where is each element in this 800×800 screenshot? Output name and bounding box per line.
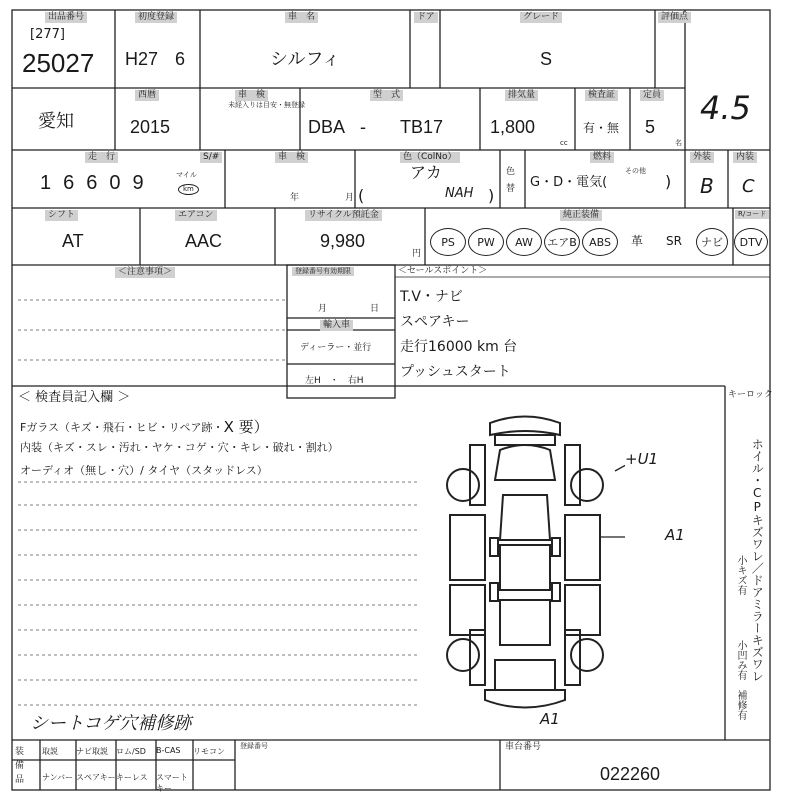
sales-point: スペアキー <box>400 314 470 330</box>
inspection-note-header: 検査証 <box>585 90 618 101</box>
color-header: 色（ColNo） <box>400 152 460 163</box>
model-code: TB17 <box>400 117 444 137</box>
option-ps: PS <box>430 228 466 256</box>
option-dtv: DTV <box>734 228 768 256</box>
dealer-option: ディーラー・並行 <box>300 343 372 353</box>
option-aw: AW <box>506 228 542 256</box>
recycle-header: リサイクル預託金 <box>305 210 382 221</box>
color-swap-label: 替 <box>506 184 516 194</box>
reg-no-header: 登録番号 <box>240 742 268 750</box>
exterior-grade: B <box>700 174 714 198</box>
year-header: 西暦 <box>135 90 159 101</box>
frame-number: 022260 <box>600 764 661 784</box>
notes-header: ＜注意事項＞ <box>115 267 175 278</box>
color-paren-close: ) <box>488 186 495 205</box>
lot-number: 25027 <box>22 48 95 78</box>
shift-header: シフト <box>45 210 78 221</box>
first-reg-header: 初度登録 <box>135 12 177 23</box>
km-label: km <box>178 184 199 195</box>
capacity-unit: 名 <box>675 139 682 147</box>
equipment-side-label <box>15 745 24 787</box>
inspector-header: ＜ 検査員記入欄 ＞ <box>18 390 131 405</box>
windshield-text: Fガラス（キズ・飛石・ヒビ・リペア跡・ <box>20 420 224 434</box>
equipment-side-char: 品 <box>15 775 25 785</box>
sales-points-header: ＜セールスポイント＞ <box>398 266 488 276</box>
handle-option: 左H ・ 右H <box>305 376 364 386</box>
first-reg-month: 6 <box>175 49 186 69</box>
mile-label: マイル <box>176 171 197 179</box>
equipment-item: B-CAS <box>156 746 181 755</box>
reg-expiry-month: 月 <box>318 304 328 314</box>
interior-header: 内装 <box>733 152 757 163</box>
fuel-text: G・D・電気( <box>530 175 608 190</box>
mileage-digit: 6 <box>86 172 98 194</box>
sales-point: T.V・ナビ <box>400 289 463 305</box>
displacement-header: 排気量 <box>505 90 538 101</box>
right-vertical-legend: ホイル・CPキズワレ／ドアミラーキズワレ <box>750 438 765 682</box>
damage-mark-u1: +U1 <box>625 450 659 468</box>
inspection-header: 車 検 <box>235 90 268 101</box>
equipment-row-2 <box>42 772 193 794</box>
color-code: NAH <box>445 186 474 201</box>
inspection-option: 有・無 <box>583 121 620 135</box>
recycle-value: 9,980 <box>320 231 366 251</box>
region: 愛知 <box>38 111 74 131</box>
equipment-item: スペアキー <box>76 773 116 782</box>
inspection-sub: 未経入りは目安・無登録 <box>228 101 305 109</box>
equipment-item: リモコン <box>193 747 225 756</box>
key-lock-header: キーロック <box>728 390 773 400</box>
color-name: アカ <box>410 163 442 182</box>
inspector-handwritten: シートコゲ穴補修跡 <box>30 713 192 734</box>
grade-header: グレード <box>520 12 562 23</box>
option-navi: ナビ <box>696 228 728 256</box>
inspector-line1 <box>20 416 269 437</box>
equipment-item: ロム/SD <box>116 747 146 756</box>
equipment-item: 取説 <box>42 747 58 756</box>
windshield-mark: X 要） <box>223 418 269 436</box>
change-header: 車 検 <box>275 152 308 163</box>
model-name: シルフィ <box>270 49 341 69</box>
mileage-digit: 1 <box>40 172 52 194</box>
option-abs: ABS <box>582 228 618 256</box>
color-paren-open: ( <box>358 186 365 205</box>
aircon-header: エアコン <box>175 210 217 221</box>
reg-expiry-header: 登録番号有効期限 <box>292 267 354 276</box>
right-small-2: 小凹み有 <box>735 640 746 680</box>
score-header: 評価点 <box>658 12 691 23</box>
sales-point: プッシュスタート <box>400 364 511 380</box>
change-year: 年 <box>290 193 300 203</box>
mileage-header: 走 行 <box>85 152 118 163</box>
mileage-digit: 9 <box>132 172 144 194</box>
options-header: 純正装備 <box>560 210 602 221</box>
doors-header: ドア <box>414 12 438 23</box>
frame-no-header: 車台番号 <box>505 742 542 752</box>
color-label: 色 <box>506 167 516 177</box>
displacement-value: 1,800 <box>490 117 536 137</box>
sales-points-list <box>400 285 517 385</box>
equipment-side-char: 装 <box>15 747 25 757</box>
option-pw: PW <box>468 228 504 256</box>
equipment-side-char: 備 <box>15 761 25 771</box>
model-code-prefix: DBA <box>308 117 346 137</box>
equipment-item: ナンバー <box>42 773 74 782</box>
grade: S <box>540 49 553 69</box>
first-reg-era: H27 <box>125 49 159 69</box>
damage-mark-a1-side: A1 <box>665 526 685 544</box>
option-leather: 革 <box>631 234 644 248</box>
score-value: 4.5 <box>700 89 751 127</box>
equipment-item: ナビ取説 <box>76 747 108 756</box>
recycle-code-header: R/コード <box>735 210 769 219</box>
fuel-header: 燃料 <box>590 152 614 163</box>
equipment-row-1 <box>42 746 233 757</box>
s-no-header: S/# <box>200 152 222 163</box>
damage-mark-a1-rear: A1 <box>540 710 560 728</box>
shift-value: AT <box>62 231 84 251</box>
exterior-header: 外装 <box>690 152 714 163</box>
import-header: 輸入車 <box>320 320 353 331</box>
displacement-unit: cc <box>560 139 568 147</box>
reg-expiry-day: 日 <box>370 304 380 314</box>
inspector-line2: 内装（キズ・スレ・汚れ・ヤケ・コゲ・穴・キレ・破れ・割れ） <box>20 441 339 454</box>
equipment-item: スマートキー <box>156 773 188 793</box>
model-code-dash: - <box>360 117 366 137</box>
mileage-digit: 6 <box>63 172 75 194</box>
year: 2015 <box>130 117 171 137</box>
mileage-digit: 0 <box>109 172 121 194</box>
lot-prefix: [277] <box>30 27 65 42</box>
fuel-close: ) <box>665 172 672 191</box>
recycle-unit: 円 <box>412 249 422 259</box>
capacity-value: 5 <box>645 117 656 137</box>
equipment-item: キーレス <box>116 773 148 782</box>
right-small-3: 補修有 <box>735 690 746 720</box>
capacity-header: 定員 <box>640 90 664 101</box>
mileage-digits <box>40 172 144 195</box>
inspector-line3: オーディオ（無し・穴）/ タイヤ（スタッドレス） <box>20 464 268 477</box>
change-month: 月 <box>345 193 355 203</box>
interior-grade: C <box>742 176 755 197</box>
aircon-value: AAC <box>185 231 223 251</box>
option-airbag: エアB <box>544 228 580 256</box>
model-name-header: 車 名 <box>285 12 318 23</box>
sales-point: 走行16000 km 台 <box>400 339 518 355</box>
model-code-header: 型 式 <box>370 90 403 101</box>
option-sunroof: SR <box>666 234 682 248</box>
car-diagram <box>425 405 625 730</box>
right-small-1: 小キズ有 <box>735 555 746 595</box>
lot-number-header: 出品番号 <box>45 12 87 23</box>
fuel-other: その他 <box>625 167 646 175</box>
